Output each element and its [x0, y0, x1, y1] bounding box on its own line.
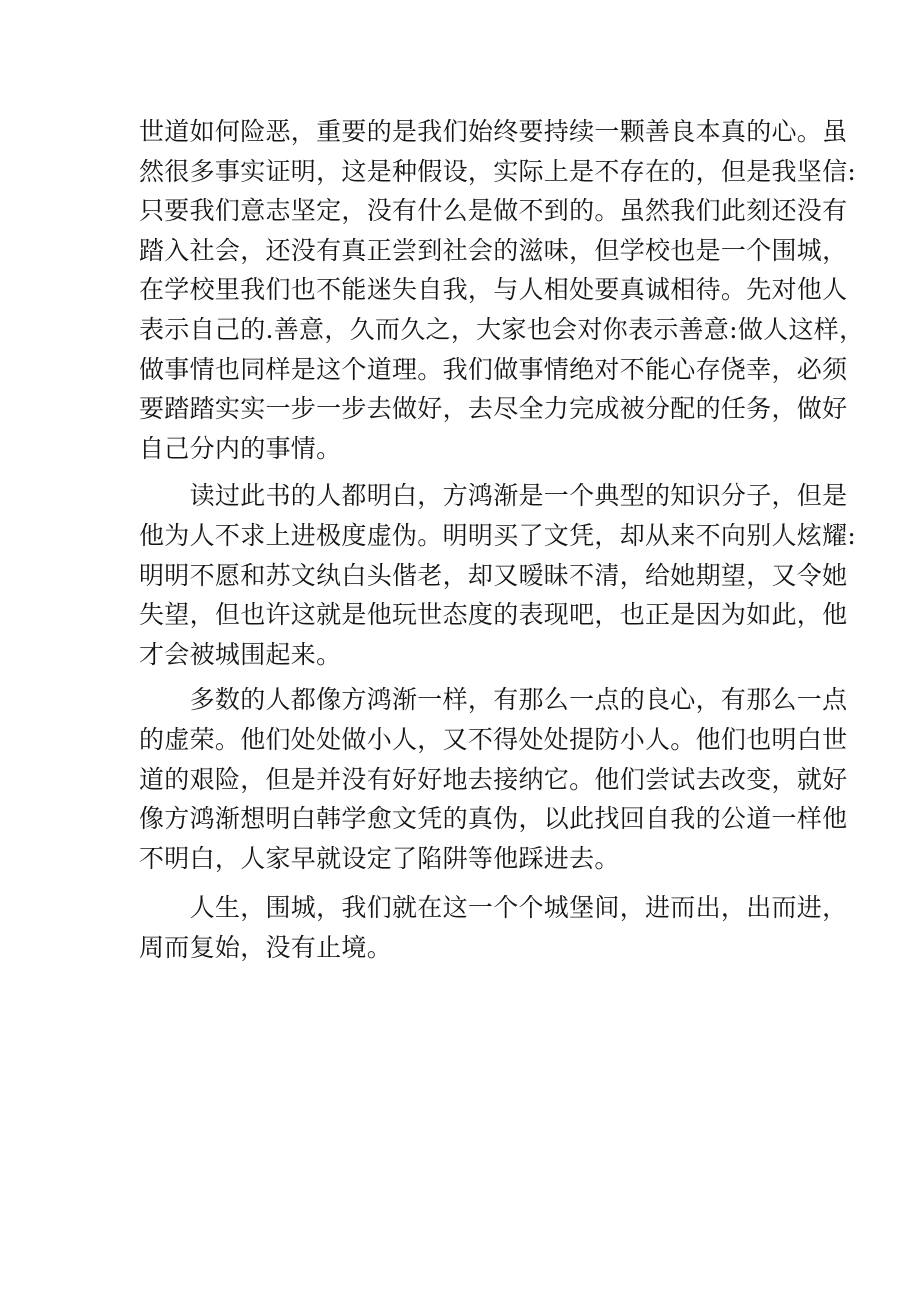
body-text — [139, 112, 865, 967]
text-line: 做事情也同样是这个道理。我们做事情绝对不能心存侥幸，必须 — [139, 354, 848, 384]
text-line: 自己分内的事情。 — [139, 433, 342, 463]
text-line: 才会被城围起来。 — [139, 639, 342, 669]
text-line: 表示自己的.善意，久而久之，大家也会对你表示善意:做人这样， — [139, 314, 865, 344]
paragraph-3 — [139, 680, 848, 878]
text-line: 他为人不求上进极度虚伪。明明买了文凭，却从来不向别人炫耀: — [139, 520, 857, 550]
text-line: 多数的人都像方鸿渐一样，有那么一点的良心，有那么一点 — [139, 685, 848, 715]
text-line: 的虚荣。他们处处做小人，又不得处处提防小人。他们也明白世 — [139, 724, 848, 754]
text-line: 人生，围城，我们就在这一个个城堡间，进而出，出而进， — [139, 893, 848, 923]
text-line: 像方鸿渐想明白韩学愈文凭的真伪，以此找回自我的公道一样他 — [139, 804, 848, 834]
text-line: 不明白，人家早就设定了陷阱等他踩进去。 — [139, 843, 620, 873]
text-line: 世道如何险恶，重要的是我们始终要持续一颗善良本真的心。虽 — [139, 117, 848, 146]
paragraph-1 — [139, 112, 865, 468]
text-line: 然很多事实证明，这是种假设，实际上是不存在的，但是我坚信: — [139, 156, 857, 186]
text-line: 道的艰险，但是并没有好好地去接纳它。他们尝试去改变，就好 — [139, 764, 848, 794]
text-line: 失望，但也许这就是他玩世态度的表现吧，也正是因为如此，他 — [139, 600, 848, 630]
text-line: 要踏踏实实一步一步去做好，去尽全力完成被分配的任务，做好 — [139, 394, 848, 424]
text-line: 只要我们意志坚定，没有什么是做不到的。虽然我们此刻还没有 — [139, 196, 848, 226]
text-line: 读过此书的人都明白，方鸿渐是一个典型的知识分子，但是 — [139, 481, 848, 511]
text-line: 周而复始，没有止境。 — [139, 932, 393, 962]
text-line: 踏入社会，还没有真正尝到社会的滋味，但学校也是一个围城， — [139, 235, 848, 265]
text-line: 在学校里我们也不能迷失自我，与人相处要真诚相待。先对他人 — [139, 275, 848, 305]
text-line: 明明不愿和苏文纨白头偕老，却又暧昧不清，给她期望，又令她 — [139, 560, 848, 590]
paragraph-4 — [139, 888, 848, 967]
paragraph-2 — [139, 476, 857, 674]
